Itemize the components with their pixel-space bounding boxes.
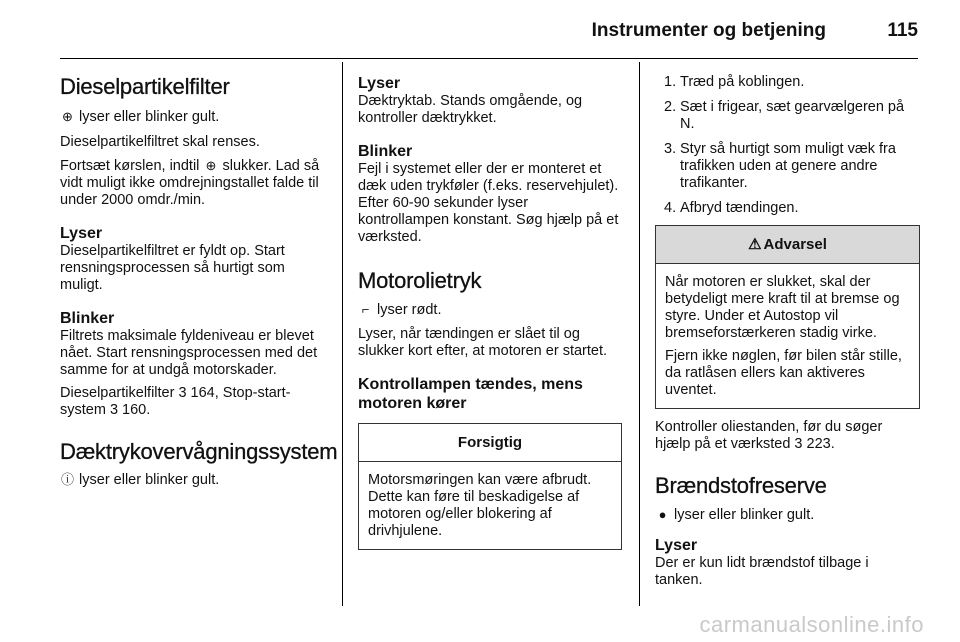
column-1 xyxy=(60,74,338,489)
list-item: 3. Styr så hurtigt som muligt væk fra trafikken uden at genere andre trafikanter. xyxy=(664,141,896,191)
warning-title: ⚠ Advarsel xyxy=(656,226,919,264)
watermark: carmanualsonline.info xyxy=(699,612,924,637)
tire-pressure-icon: ⓘ xyxy=(60,472,74,487)
dpf-icon: ⊕ xyxy=(62,109,73,124)
oil-check-text: Kontroller oliestanden, før du søger hjælp på et værksted 3 223. xyxy=(655,419,883,452)
caution-text: Motorsmøringen kan være afbrudt. Dette kan føre til beskadigelse af motoren og/eller blokering af drivhjulene. xyxy=(368,472,592,539)
blinker-heading: Blinker xyxy=(358,143,413,160)
steps-list xyxy=(655,74,920,217)
tpms-status: ⓘ lyser eller blinker gult. xyxy=(60,472,220,488)
caution-body xyxy=(359,462,621,549)
warning-p2: Fjern ikke nøglen, før bilen står stille, da ratlåsen ellers kan aktiveres uventet. xyxy=(665,348,902,398)
page-header xyxy=(60,20,918,46)
lyser-text: Dieselpartikelfiltret er fyldt op. Start rensningsprocessen så hurtigt som muligt. xyxy=(60,243,285,293)
list-item: 2. Sæt i frigear, sæt gearvælgeren på N. xyxy=(664,99,905,132)
chapter-title: Instrumenter og betjening xyxy=(591,20,826,41)
column-divider-2 xyxy=(639,62,640,606)
oil-can-icon: ⌐ xyxy=(361,302,370,317)
caution-box xyxy=(358,423,622,550)
list-item: 4. Afbryd tændingen. xyxy=(664,200,799,216)
dpf-p2: Fortsæt kørslen, indtil ⊕ slukker. Lad så vidt muligt ikke omdrejningstallet falde til under 2000 omdr./min. xyxy=(60,158,320,208)
dpf-p1: Dieselpartikelfiltret skal renses. xyxy=(60,134,260,150)
oil-text: Lyser, når tændingen er slået til og slukker kort efter, at motoren er startet. xyxy=(358,326,608,359)
caution-title: Forsigtig xyxy=(359,424,621,462)
oil-pressure-heading: Motorolietryk xyxy=(358,268,482,293)
blinker-text: Filtrets maksimale fyldeniveau er blevet nået. Start rensningsprocessen med det samme for at undgå motorskader. xyxy=(60,328,318,378)
lyser-heading: Lyser xyxy=(358,75,401,92)
tpms-heading: Dæktrykovervågningssystem xyxy=(60,439,338,464)
fuel-status: ● lyser eller blinker gult. xyxy=(655,506,920,524)
lyser-text: Der er kun lidt brændstof tilbage i tanken. xyxy=(655,555,869,588)
blinker-heading: Blinker xyxy=(60,310,115,327)
fuel-icon: ● xyxy=(658,507,667,522)
dpf-status: ⊕ lyser eller blinker gult. xyxy=(60,108,328,126)
oil-status: ⌐ lyser rødt. xyxy=(358,301,622,319)
warning-box xyxy=(655,225,920,409)
page-number: 115 xyxy=(887,20,918,41)
running-heading: Kontrollampen tændes, mens motoren kører xyxy=(358,376,583,412)
warning-body xyxy=(656,264,919,408)
fuel-heading: Brændstofreserve xyxy=(655,473,827,498)
header-divider xyxy=(60,58,918,59)
list-item: 1. Træd på koblingen. xyxy=(664,74,805,90)
dpf-icon: ⊕ xyxy=(205,158,217,173)
warning-triangle-icon: ⚠ xyxy=(748,236,762,253)
reference-text: Dieselpartikelfilter 3 164, Stop-start-system 3 160. xyxy=(60,385,291,418)
warning-p1: Når motoren er slukket, skal der betydeligt mere kraft til at bremse og styre. Under et Autostop vil bremseforstærkeren stadig virke. xyxy=(665,274,900,341)
column-3 xyxy=(655,74,920,589)
lyser-text: Dæktryktab. Stands omgående, og kontroller dæktrykket. xyxy=(358,93,583,126)
dpf-heading: Dieselpartikelfilter xyxy=(60,74,230,99)
blinker-text: Fejl i systemet eller der er monteret et dæk uden trykføler (f.eks. reservehjulet). Efter 60-90 sekunder lyser kontrollampen konstant. Søg hjælp på et værksted. xyxy=(358,161,619,245)
lyser-heading: Lyser xyxy=(60,225,103,242)
column-divider-1 xyxy=(342,62,343,606)
lyser-heading: Lyser xyxy=(655,537,698,554)
column-2 xyxy=(358,74,622,550)
